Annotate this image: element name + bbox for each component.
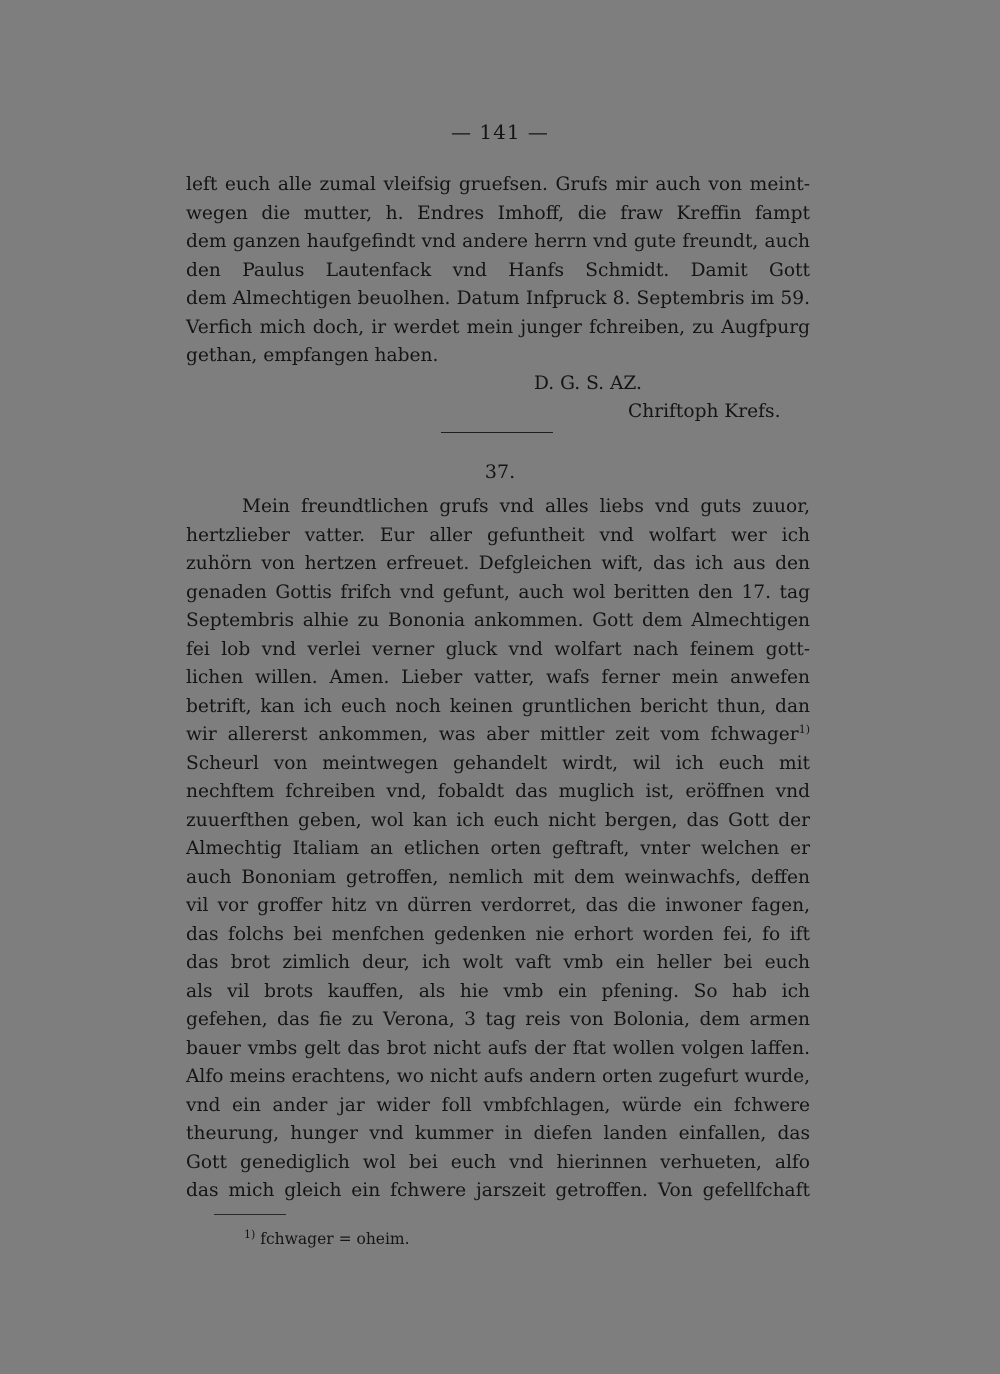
text-line: Mein freundtlichen grufs vnd alles liebs vnd guts zuuor, [242, 496, 810, 517]
signature-name: Chriftoph Krefs. [628, 401, 781, 422]
text-line: theurung, hunger vnd kummer in diefen landen einfallen, das [186, 1123, 810, 1144]
footnote [244, 1228, 410, 1250]
text-line: vnd ein ander jar wider foll vmbfchlagen, würde ein fchwere [186, 1094, 810, 1116]
page-number: — 141 — [451, 120, 549, 144]
text-line: Septembris alhie zu Bononia ankommen. Gott dem Almechtigen [186, 610, 810, 631]
letter-36-text [186, 171, 810, 371]
text-line: fei lob vnd verlei verner gluck vnd wolfart nach feinem gott- [186, 638, 810, 660]
text-line: den Paulus Lautenfack vnd Hanfs Schmidt. Damit Gott [186, 259, 810, 281]
text-line: dem ganzen haufgefindt vnd andere herrn vnd gute freundt, auch [186, 231, 810, 252]
text-line: Alfo meins erachtens, wo nicht aufs andern orten zugefurt wurde, [186, 1066, 810, 1087]
text-line: wegen die mutter, h. Endres Imhoff, die fraw Kreffin fampt [186, 202, 810, 224]
letter-37-text [186, 493, 810, 1206]
text-line: Gott genediglich wol bei euch vnd hierinnen verhueten, alfo [186, 1151, 810, 1173]
text-line: gethan, empfangen haben. [186, 345, 439, 366]
text-line: genaden Gottis frifch vnd gefunt, auch wol beritten den 17. tag [186, 581, 810, 603]
footnote-reference: 1) [798, 722, 810, 736]
text-line: das mich gleich ein fchwere jarszeit getroffen. Von gefellfchaft [186, 1180, 810, 1201]
text-line: auch Bononiam getroffen, nemlich mit dem weinwachfs, deffen [186, 866, 810, 888]
text-line: dem Almechtigen beuolhen. Datum Infpruck 8. Septembris im 59. [186, 288, 810, 309]
letter-separator-rule [441, 432, 553, 433]
letter-number: 37. [484, 461, 516, 483]
text-line: das folchs bei menfchen gedenken nie erhort worden fei, fo ift [186, 923, 810, 945]
text-line: Almechtig Italiam an etlichen orten geftraft, vnter welchen er [186, 838, 810, 859]
text-line: hertzlieber vatter. Eur aller gefuntheit vnd wolfart wer ich [186, 524, 810, 546]
text-line: vil vor groffer hitz vn dürren verdorret, das die inwoner fagen, [186, 895, 810, 916]
text-line: left euch alle zumal vleifsig gruefsen. Grufs mir auch von meint- [186, 174, 810, 195]
text-line: bauer vmbs gelt das brot nicht aufs der ftat wollen volgen laffen. [186, 1037, 810, 1059]
text-line: nechftem fchreiben vnd, fobaldt das muglich ist, eröffnen vnd [186, 781, 810, 802]
text-line: betrift, kan ich euch noch keinen gruntlichen bericht thun, dan [186, 695, 810, 717]
text-line: zuuerfthen geben, wol kan ich euch nicht bergen, das Gott der [186, 809, 810, 831]
signature-initials: D. G. S. AZ. [534, 373, 642, 394]
text-line: Scheurl von meintwegen gehandelt wirdt, wil ich euch mit [186, 752, 810, 774]
text-line: lichen willen. Amen. Lieber vatter, wafs ferner mein anwefen [186, 667, 810, 688]
text-line: als vil brots kauffen, als hie vmb ein pfening. So hab ich [186, 980, 810, 1002]
footnote-marker: 1) [244, 1227, 256, 1241]
footnote-rule [214, 1214, 286, 1215]
text-line: das brot zimlich deur, ich wolt vaft vmb ein heller bei euch [186, 952, 810, 973]
text-line: Verfich mich doch, ir werdet mein junger fchreiben, zu Augfpurg [186, 316, 810, 338]
text-line: zuhörn von hertzen erfreuet. Defgleichen wift, das ich aus den [186, 553, 810, 574]
text-line: gefehen, das fie zu Verona, 3 tag reis von Bolonia, dem armen [186, 1009, 810, 1030]
text-line-content: wir allererst ankommen, was aber mittler zeit vom fchwager [186, 724, 799, 745]
footnote-text: fchwager = oheim. [260, 1230, 410, 1248]
text-line [186, 721, 810, 750]
